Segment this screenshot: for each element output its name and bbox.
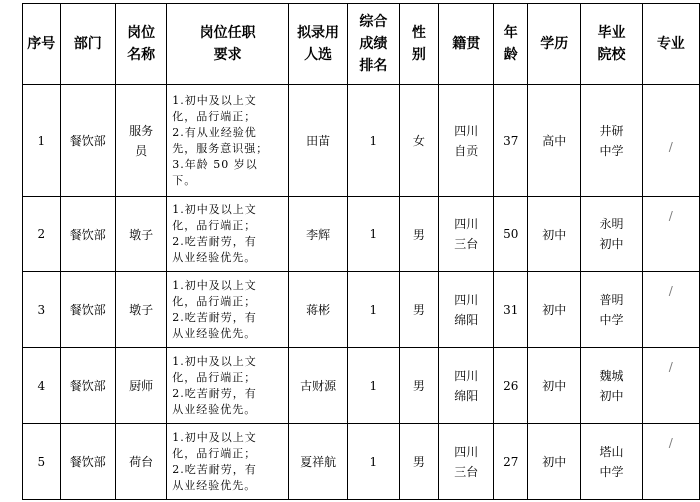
cell-requirements: 1.初中及以上文 化，品行端正； 2.吃苦耐劳，有 从业经验优先。 bbox=[167, 348, 289, 424]
cell-origin: 四川 三台 bbox=[439, 197, 494, 272]
cell-requirements: 1.初中及以上文 化，品行端正； 2.吃苦耐劳，有 从业经验优先。 bbox=[167, 424, 289, 500]
cell-dept: 餐饮部 bbox=[60, 85, 115, 197]
cell-education: 初中 bbox=[528, 197, 581, 272]
cell-seq: 3 bbox=[23, 272, 61, 348]
cell-requirements: 1.初中及以上文 化，品行端正； 2.有从业经验优 先，服务意识强； 3.年龄 50 岁以 下。 bbox=[167, 85, 289, 197]
cell-person: 蒋彬 bbox=[288, 272, 347, 348]
cell-school: 井研 中学 bbox=[581, 85, 642, 197]
cell-origin: 四川 绵阳 bbox=[439, 348, 494, 424]
cell-gender: 男 bbox=[399, 272, 439, 348]
cell-major: / bbox=[642, 197, 699, 272]
table-row bbox=[23, 272, 700, 348]
cell-school: 塔山 中学 bbox=[581, 424, 642, 500]
table-row bbox=[23, 348, 700, 424]
cell-person: 古财源 bbox=[288, 348, 347, 424]
header-row bbox=[23, 4, 700, 85]
cell-seq: 4 bbox=[23, 348, 61, 424]
cell-gender: 男 bbox=[399, 348, 439, 424]
cell-post: 服务 员 bbox=[115, 85, 166, 197]
table-row bbox=[23, 424, 700, 500]
cell-seq: 1 bbox=[23, 85, 61, 197]
header-dept: 部门 bbox=[60, 4, 115, 85]
cell-origin: 四川 绵阳 bbox=[439, 272, 494, 348]
cell-gender: 男 bbox=[399, 424, 439, 500]
cell-age: 50 bbox=[494, 197, 528, 272]
cell-dept: 餐饮部 bbox=[60, 424, 115, 500]
cell-education: 高中 bbox=[528, 85, 581, 197]
cell-gender: 男 bbox=[399, 197, 439, 272]
cell-post: 墩子 bbox=[115, 197, 166, 272]
cell-rank: 1 bbox=[348, 197, 399, 272]
header-gender: 性 别 bbox=[399, 4, 439, 85]
cell-seq: 2 bbox=[23, 197, 61, 272]
header-post: 岗位 名称 bbox=[115, 4, 166, 85]
cell-major: / bbox=[642, 272, 699, 348]
cell-person: 田苗 bbox=[288, 85, 347, 197]
header-origin: 籍贯 bbox=[439, 4, 494, 85]
cell-seq: 5 bbox=[23, 424, 61, 500]
cell-dept: 餐饮部 bbox=[60, 272, 115, 348]
header-age: 年 龄 bbox=[494, 4, 528, 85]
header-rank: 综合 成绩 排名 bbox=[348, 4, 399, 85]
header-person: 拟录用 人选 bbox=[288, 4, 347, 85]
table-row bbox=[23, 85, 700, 197]
cell-major: / bbox=[642, 348, 699, 424]
cell-age: 26 bbox=[494, 348, 528, 424]
cell-post: 墩子 bbox=[115, 272, 166, 348]
cell-requirements: 1.初中及以上文 化，品行端正； 2.吃苦耐劳，有 从业经验优先。 bbox=[167, 197, 289, 272]
header-major: 专业 bbox=[642, 4, 699, 85]
cell-education: 初中 bbox=[528, 272, 581, 348]
header-education: 学历 bbox=[528, 4, 581, 85]
cell-dept: 餐饮部 bbox=[60, 197, 115, 272]
cell-major: / bbox=[642, 85, 699, 197]
cell-major: / bbox=[642, 424, 699, 500]
cell-post: 厨师 bbox=[115, 348, 166, 424]
header-requirements: 岗位任职 要求 bbox=[167, 4, 289, 85]
cell-rank: 1 bbox=[348, 424, 399, 500]
recruitment-table bbox=[22, 3, 700, 500]
table-row bbox=[23, 197, 700, 272]
cell-school: 普明 中学 bbox=[581, 272, 642, 348]
cell-age: 31 bbox=[494, 272, 528, 348]
header-seq: 序号 bbox=[23, 4, 61, 85]
cell-person: 夏祥航 bbox=[288, 424, 347, 500]
cell-dept: 餐饮部 bbox=[60, 348, 115, 424]
cell-gender: 女 bbox=[399, 85, 439, 197]
cell-school: 永明 初中 bbox=[581, 197, 642, 272]
cell-education: 初中 bbox=[528, 424, 581, 500]
cell-age: 27 bbox=[494, 424, 528, 500]
header-school: 毕业 院校 bbox=[581, 4, 642, 85]
cell-rank: 1 bbox=[348, 85, 399, 197]
cell-rank: 1 bbox=[348, 272, 399, 348]
cell-school: 魏城 初中 bbox=[581, 348, 642, 424]
cell-education: 初中 bbox=[528, 348, 581, 424]
recruitment-table-wrapper bbox=[22, 3, 700, 500]
cell-origin: 四川 三台 bbox=[439, 424, 494, 500]
cell-requirements: 1.初中及以上文 化，品行端正； 2.吃苦耐劳，有 从业经验优先。 bbox=[167, 272, 289, 348]
cell-age: 37 bbox=[494, 85, 528, 197]
cell-person: 李辉 bbox=[288, 197, 347, 272]
cell-origin: 四川 自贡 bbox=[439, 85, 494, 197]
cell-rank: 1 bbox=[348, 348, 399, 424]
cell-post: 荷台 bbox=[115, 424, 166, 500]
